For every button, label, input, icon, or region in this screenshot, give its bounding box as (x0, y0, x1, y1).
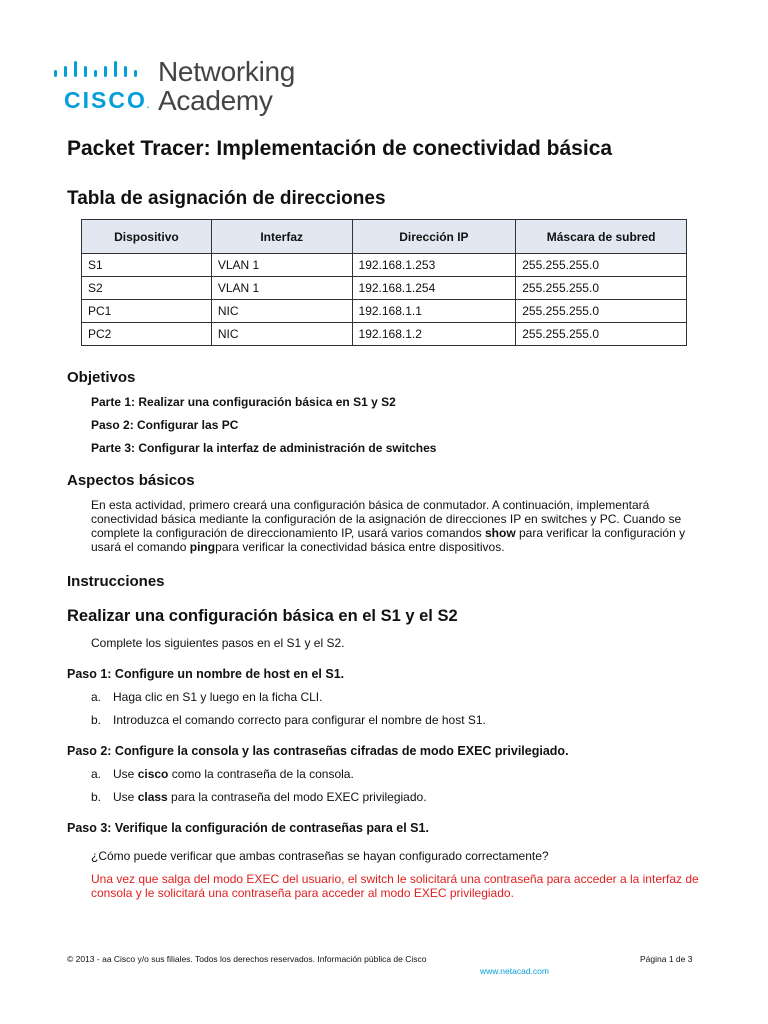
footer-copyright: © 2013 - aa Cisco y/o sus filiales. Todos los derechos reservados. Información pública de Cisco (67, 954, 427, 964)
table-row (82, 323, 687, 346)
footer-page-number: Página 1 de 3 (640, 954, 693, 964)
table-heading: Tabla de asignación de direcciones (67, 188, 386, 209)
cell: VLAN 1 (211, 277, 352, 300)
cisco-wordmark: CISCO. (64, 87, 150, 113)
address-table (81, 219, 687, 346)
cell: 255.255.255.0 (516, 277, 687, 300)
cell: 255.255.255.0 (516, 254, 687, 277)
table-row (82, 254, 687, 277)
cell: NIC (211, 323, 352, 346)
cisco-networking-academy-logo (52, 57, 312, 119)
cell: 192.168.1.1 (352, 300, 516, 323)
instrucciones-heading: Instrucciones (67, 573, 165, 590)
footer-link[interactable]: www.netacad.com (480, 966, 549, 976)
objetivo-1: Parte 1: Realizar una configuración básica en S1 y S2 (91, 395, 396, 409)
objetivo-3: Parte 3: Configurar la interfaz de administración de switches (91, 441, 437, 455)
table-header-row (82, 220, 687, 254)
cisco-bars-icon (52, 61, 144, 81)
header-dispositivo: Dispositivo (82, 220, 212, 254)
cell: PC1 (82, 300, 212, 323)
logo-networking: Networking (158, 56, 296, 87)
cell: 192.168.1.253 (352, 254, 516, 277)
cell: 255.255.255.0 (516, 323, 687, 346)
objetivo-2: Paso 2: Configurar las PC (91, 418, 239, 432)
header-mascara: Máscara de subred (516, 220, 687, 254)
paso1-item-b: b. Introduzca el comando correcto para configurar el nombre de host S1. (91, 713, 486, 727)
cell: 192.168.1.254 (352, 277, 516, 300)
paso2-title: Paso 2: Configure la consola y las contraseñas cifradas de modo EXEC privilegiado. (67, 744, 569, 758)
paso3-question: ¿Cómo puede verificar que ambas contraseñas se hayan configurado correctamente? (91, 849, 549, 863)
cell: PC2 (82, 323, 212, 346)
objetivos-heading: Objetivos (67, 369, 136, 386)
table-row (82, 277, 687, 300)
cell: NIC (211, 300, 352, 323)
aspectos-paragraph: En esta actividad, primero creará una configuración básica de conmutador. A continuación, implementará conectividad básica mediante la configuración de la asignación de direcciones IP en switches y PC. Cuando se complete la configuración de direccionamiento IP, usará varios comandos show para verificar la configuración y usará el comando pingpara verificar la conectividad básica entre dispositivos. (91, 498, 686, 554)
paso1-item-a: a. Haga clic en S1 y luego en la ficha CLI. (91, 690, 323, 704)
paso3-answer: Una vez que salga del modo EXEC del usuario, el switch le solicitará una contraseña para acceder a la interfaz de consola y le solicitará una contraseña para acceder al modo EXEC privilegiado. (91, 872, 699, 900)
section1-intro: Complete los siguientes pasos en el S1 y el S2. (91, 636, 345, 650)
cell: 255.255.255.0 (516, 300, 687, 323)
document-title: Packet Tracer: Implementación de conectividad básica (67, 137, 613, 160)
cell: 192.168.1.2 (352, 323, 516, 346)
cell: VLAN 1 (211, 254, 352, 277)
cell: S2 (82, 277, 212, 300)
header-interfaz: Interfaz (211, 220, 352, 254)
cell: S1 (82, 254, 212, 277)
logo-academy: Academy (158, 85, 273, 116)
header-direccion-ip: Dirección IP (352, 220, 516, 254)
paso3-title: Paso 3: Verifique la configuración de contraseñas para el S1. (67, 821, 429, 835)
table-row (82, 300, 687, 323)
aspectos-heading: Aspectos básicos (67, 472, 195, 489)
paso2-item-b: b. Use class para la contraseña del modo EXEC privilegiado. (91, 790, 427, 804)
section1-heading: Realizar una configuración básica en el S1 y el S2 (67, 607, 458, 625)
paso1-title: Paso 1: Configure un nombre de host en el S1. (67, 667, 345, 681)
paso2-item-a: a. Use cisco como la contraseña de la consola. (91, 767, 354, 781)
